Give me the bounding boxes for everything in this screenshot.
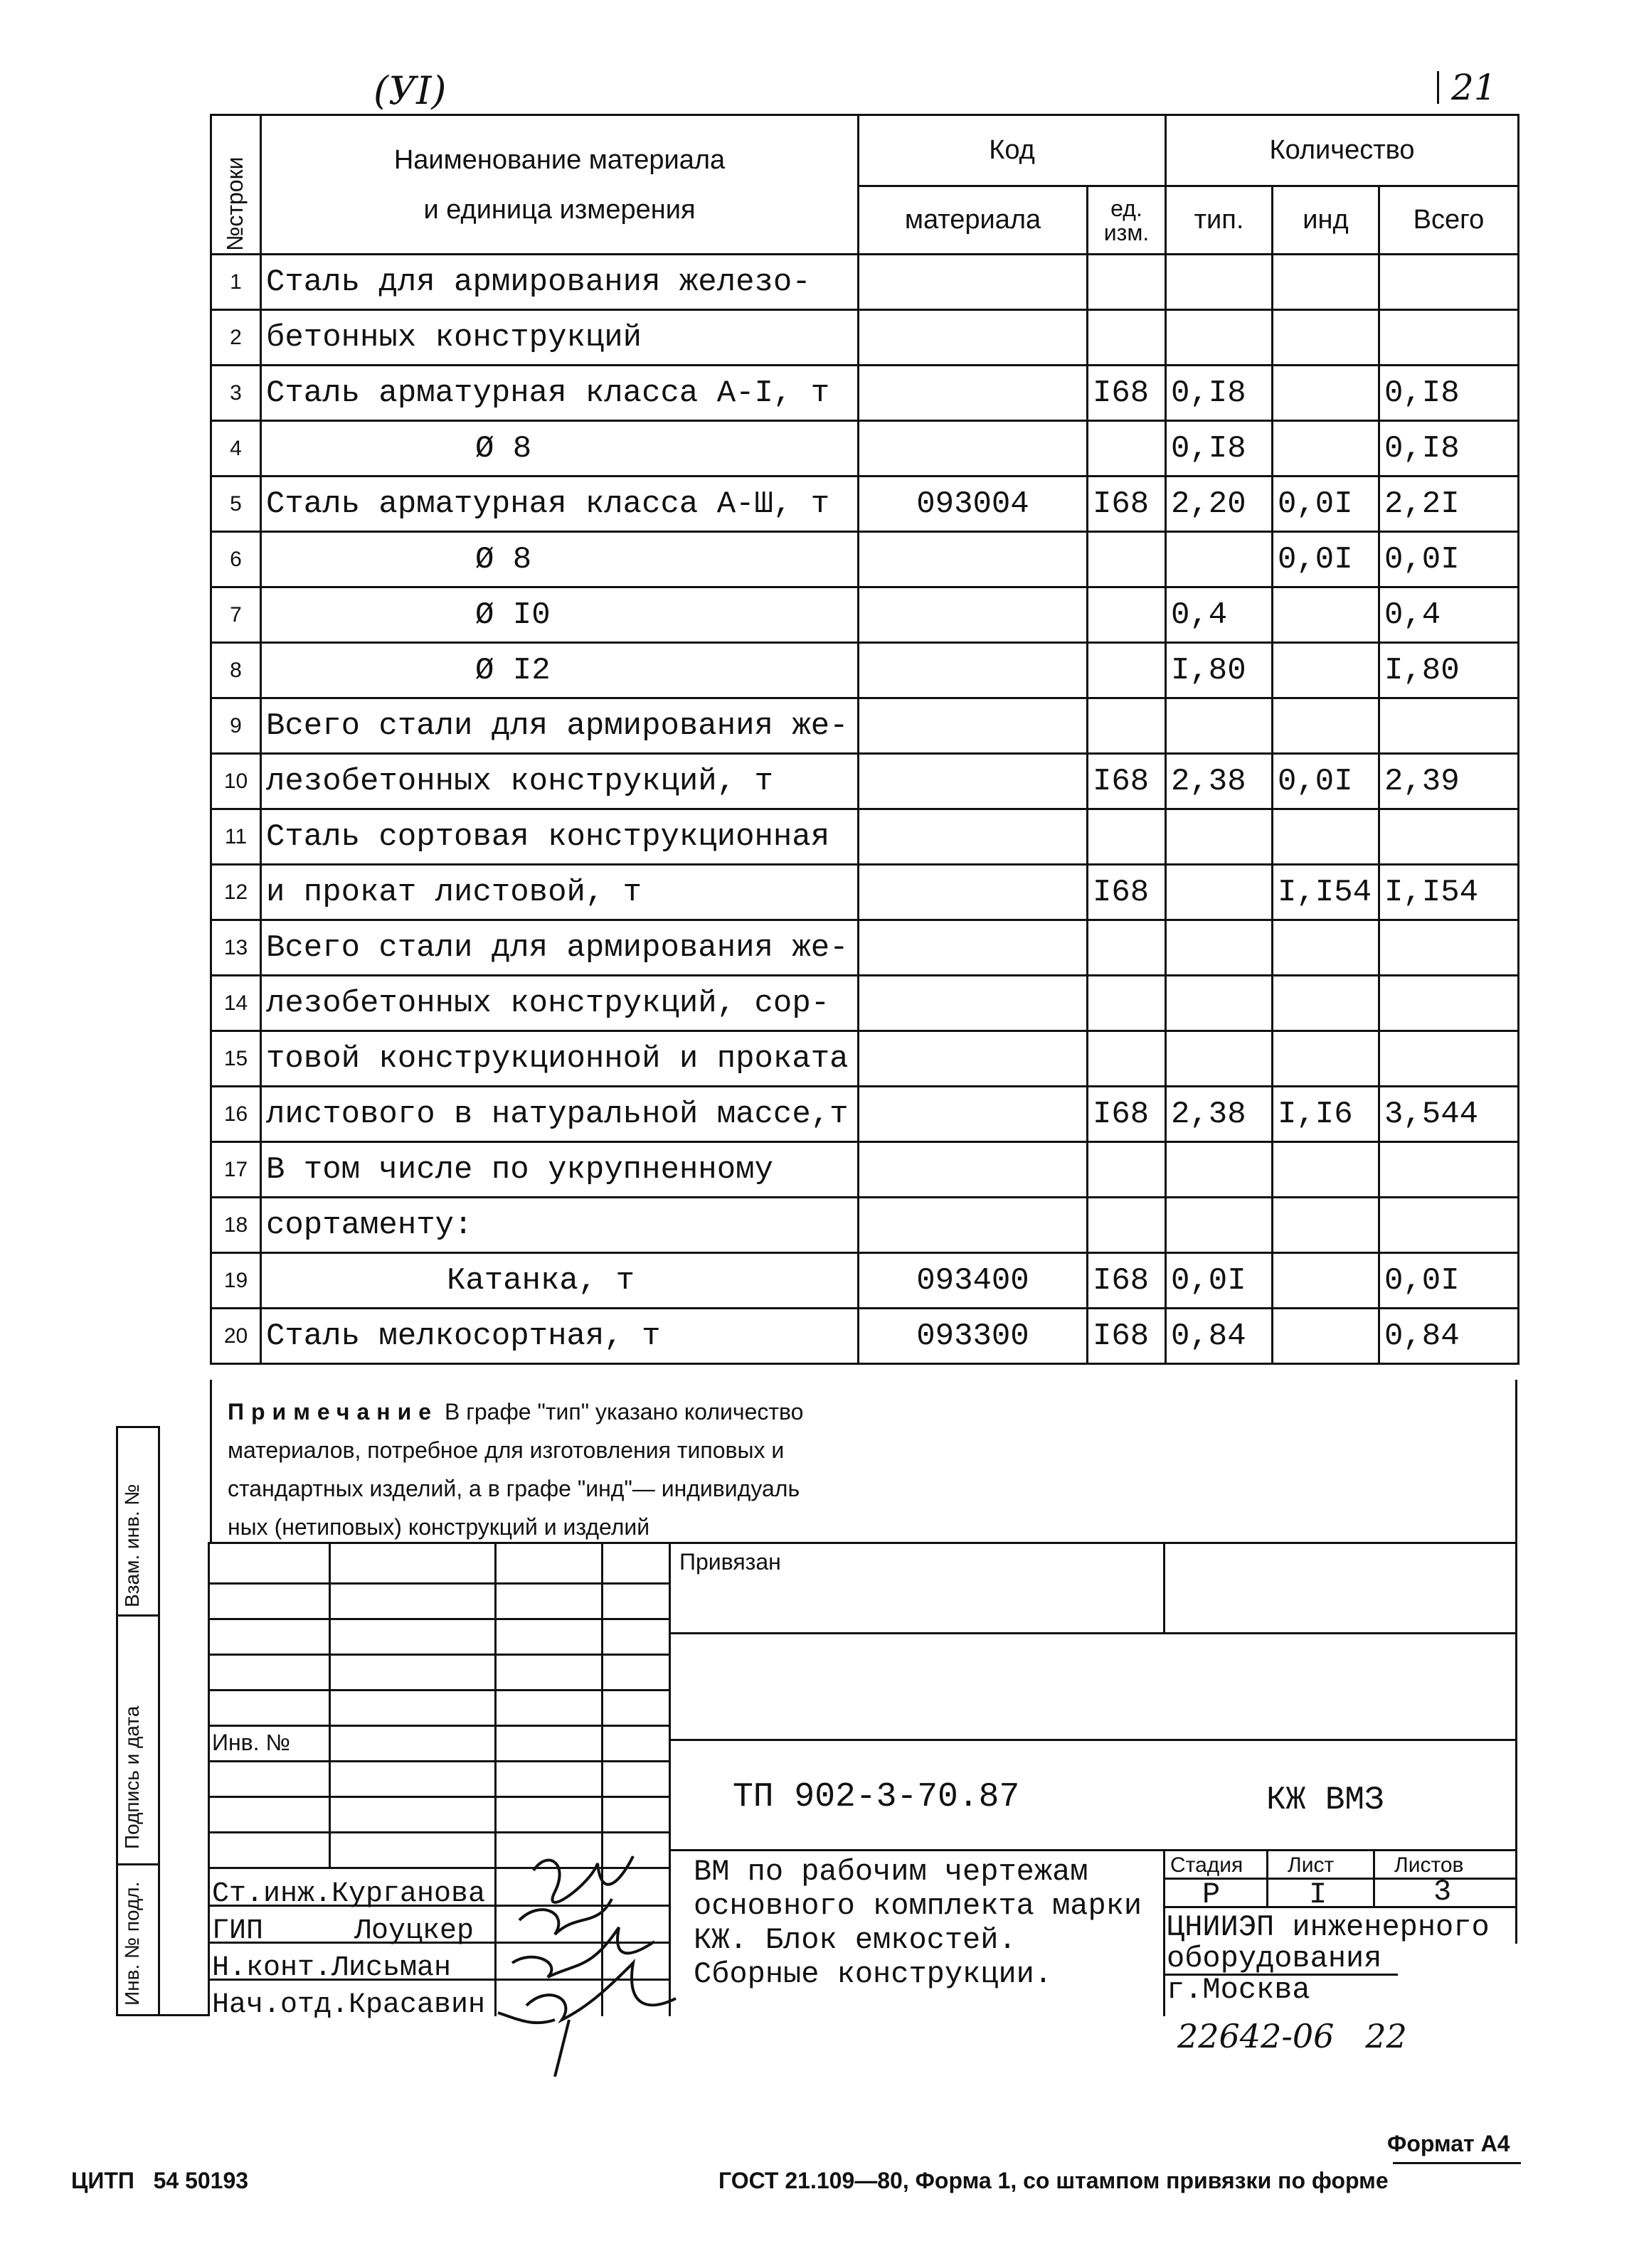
qty-typ <box>1166 310 1273 366</box>
table-row <box>211 754 1519 809</box>
doc-description <box>694 1855 1142 1991</box>
unit-code <box>1088 587 1166 643</box>
table-row <box>211 587 1519 643</box>
side-label-podpis: Подпись и дата <box>121 1705 143 1849</box>
qty-total <box>1379 809 1519 865</box>
material-name: Ø 8 <box>261 532 859 587</box>
unit-code <box>1088 421 1166 477</box>
qty-total: I,80 <box>1379 643 1519 698</box>
qty-ind <box>1273 643 1379 698</box>
note-line-1: В графе "тип" указано количество <box>444 1399 804 1425</box>
material-code: 093004 <box>859 477 1088 532</box>
signatory-1: Ст.инж.Курганова <box>212 1878 486 1910</box>
sheet-label: Лист <box>1288 1853 1335 1877</box>
qty-total <box>1379 920 1519 976</box>
material-name: В том числе по укрупненному <box>261 1142 859 1198</box>
material-code <box>859 1087 1088 1142</box>
table-row <box>211 1142 1519 1198</box>
material-code <box>859 809 1088 865</box>
handwritten-number: 22642-06 22 <box>1177 2017 1407 2055</box>
qty-typ <box>1166 865 1273 920</box>
organization <box>1167 1912 1490 2006</box>
unit-code <box>1088 920 1166 976</box>
material-name: Сталь сортовая конструкционная <box>261 809 859 865</box>
material-code <box>859 698 1088 754</box>
qty-total <box>1379 698 1519 754</box>
qty-typ <box>1166 1031 1273 1087</box>
org-line-1: ЦНИИЭП инженерного <box>1167 1910 1490 1944</box>
qty-ind: 0,0I <box>1273 754 1379 809</box>
description-line-4: Сборные конструкции. <box>694 1957 1053 1991</box>
material-code <box>859 1142 1088 1198</box>
unit-code: I68 <box>1088 754 1166 809</box>
unit-code <box>1088 1142 1166 1198</box>
material-name: лезобетонных конструкций, т <box>261 754 859 809</box>
qty-typ <box>1166 976 1273 1031</box>
unit-code <box>1088 698 1166 754</box>
qty-total <box>1379 1198 1519 1253</box>
row-number: 18 <box>211 1198 261 1253</box>
qty-typ: 2,20 <box>1166 477 1273 532</box>
qty-ind: 0,0I <box>1273 532 1379 587</box>
sheets-label: Листов <box>1394 1853 1464 1877</box>
org-line-3: г.Москва <box>1167 1973 1310 2007</box>
table-row <box>211 1198 1519 1253</box>
note-line-3: стандартных изделий, а в графе "инд"— индивидуаль <box>228 1476 800 1501</box>
material-name: Всего стали для армирования же- <box>261 698 859 754</box>
row-number: 5 <box>211 477 261 532</box>
qty-ind <box>1273 1142 1379 1198</box>
stage-value: Р <box>1202 1878 1221 1912</box>
unit-code: I68 <box>1088 477 1166 532</box>
qty-ind: I,I6 <box>1273 1087 1379 1142</box>
qty-total: 3,544 <box>1379 1087 1519 1142</box>
qty-total: 0,I8 <box>1379 421 1519 477</box>
qty-total <box>1379 1031 1519 1087</box>
doc-code: ТП 902-3-70.87 <box>733 1778 1020 1816</box>
row-number: 7 <box>211 587 261 643</box>
row-number: 14 <box>211 976 261 1031</box>
qty-header: Количество <box>1166 115 1519 186</box>
privyazan-label: Привязан <box>679 1549 781 1575</box>
qty-ind <box>1273 698 1379 754</box>
material-code <box>859 366 1088 421</box>
qty-total: 0,4 <box>1379 587 1519 643</box>
unit-code: I68 <box>1088 1309 1166 1364</box>
qty-ind: 0,0I <box>1273 477 1379 532</box>
table-row <box>211 366 1519 421</box>
row-number: 6 <box>211 532 261 587</box>
row-number: 12 <box>211 865 261 920</box>
unit-code: I68 <box>1088 1253 1166 1309</box>
row-number: 2 <box>211 310 261 366</box>
unit-code <box>1088 976 1166 1031</box>
material-code <box>859 920 1088 976</box>
material-code <box>859 865 1088 920</box>
sheet-value: I <box>1309 1878 1327 1912</box>
material-name: Сталь для армирования железо- <box>261 255 859 310</box>
qty-total: 2,39 <box>1379 754 1519 809</box>
description-line-1: ВМ по рабочим чертежам <box>694 1855 1088 1889</box>
table-row <box>211 310 1519 366</box>
doc-mark: КЖ ВМЗ <box>1266 1782 1384 1819</box>
material-code <box>859 1198 1088 1253</box>
qty-typ <box>1166 255 1273 310</box>
note-line-2: материалов, потребное для изготовления типовых и <box>228 1437 785 1463</box>
row-number: 4 <box>211 421 261 477</box>
name-header: Наименование материала и единица измерения <box>261 115 859 255</box>
qty-typ: 0,0I <box>1166 1253 1273 1309</box>
qty-typ: 0,84 <box>1166 1309 1273 1364</box>
row-number: 10 <box>211 754 261 809</box>
material-code <box>859 255 1088 310</box>
qty-ind <box>1273 310 1379 366</box>
qty-total <box>1379 255 1519 310</box>
table-row <box>211 1309 1519 1364</box>
table-row <box>211 865 1519 920</box>
material-code: 093300 <box>859 1309 1088 1364</box>
row-number: 3 <box>211 366 261 421</box>
ind-header: инд <box>1273 186 1379 255</box>
row-number: 17 <box>211 1142 261 1198</box>
row-number: 13 <box>211 920 261 976</box>
qty-ind <box>1273 366 1379 421</box>
row-number: 16 <box>211 1087 261 1142</box>
material-code <box>859 310 1088 366</box>
qty-typ: 2,38 <box>1166 1087 1273 1142</box>
row-number: 1 <box>211 255 261 310</box>
qty-typ <box>1166 1198 1273 1253</box>
qty-ind <box>1273 976 1379 1031</box>
format-rule <box>1393 2162 1521 2164</box>
material-name: Всего стали для армирования же- <box>261 920 859 976</box>
unit-code <box>1088 310 1166 366</box>
qty-total <box>1379 976 1519 1031</box>
qty-typ: 0,4 <box>1166 587 1273 643</box>
qty-ind <box>1273 1198 1379 1253</box>
qty-typ <box>1166 1142 1273 1198</box>
unit-code <box>1088 532 1166 587</box>
format-label: Формат А4 <box>1387 2131 1510 2156</box>
table-row <box>211 532 1519 587</box>
qty-typ: 0,I8 <box>1166 421 1273 477</box>
material-code <box>859 587 1088 643</box>
qty-typ <box>1166 920 1273 976</box>
qty-total <box>1379 310 1519 366</box>
signatures-scribble <box>491 1842 704 2077</box>
material-name: и прокат листовой, т <box>261 865 859 920</box>
row-number: 9 <box>211 698 261 754</box>
material-name: сортаменту: <box>261 1198 859 1253</box>
sheets-value: 3 <box>1433 1875 1452 1909</box>
qty-ind <box>1273 421 1379 477</box>
qty-total: 0,0I <box>1379 1253 1519 1309</box>
itp-code: ЦИТП 54 50193 <box>71 2168 249 2193</box>
unit-code <box>1088 643 1166 698</box>
qty-total <box>1379 1142 1519 1198</box>
material-name: бетонных конструкций <box>261 310 859 366</box>
table-row <box>211 809 1519 865</box>
material-name: товой конструкционной и проката <box>261 1031 859 1087</box>
qty-typ: I,80 <box>1166 643 1273 698</box>
table-row <box>211 1087 1519 1142</box>
row-number: 20 <box>211 1309 261 1364</box>
unit-code <box>1088 1031 1166 1087</box>
material-code: 093400 <box>859 1253 1088 1309</box>
material-code <box>859 976 1088 1031</box>
qty-typ <box>1166 532 1273 587</box>
unit-code: I68 <box>1088 865 1166 920</box>
table-row <box>211 698 1519 754</box>
table-row <box>211 1031 1519 1087</box>
table-row <box>211 421 1519 477</box>
qty-total: I,I54 <box>1379 865 1519 920</box>
row-number: 15 <box>211 1031 261 1087</box>
qty-total: 0,0I <box>1379 532 1519 587</box>
table-row <box>211 643 1519 698</box>
material-code <box>859 532 1088 587</box>
unit-code <box>1088 255 1166 310</box>
signatories <box>212 1876 485 2024</box>
materials-table <box>210 114 1519 1365</box>
stage-label: Стадия <box>1170 1853 1243 1877</box>
note-line-4: ных (нетиповых) конструкций и изделий <box>228 1514 650 1540</box>
side-label-inv-podl: Инв. № подл. <box>121 1881 143 2006</box>
signatory-3: Н.конт.Лисьман <box>212 1952 452 1984</box>
unit-code: I68 <box>1088 1087 1166 1142</box>
description-line-2: основного комплекта марки <box>694 1889 1142 1923</box>
material-code <box>859 754 1088 809</box>
material-name: Ø I0 <box>261 587 859 643</box>
material-name: Катанка, т <box>261 1253 859 1309</box>
unit-code <box>1088 1198 1166 1253</box>
page-number: 21 <box>1451 67 1497 108</box>
qty-ind <box>1273 587 1379 643</box>
qty-total: 0,I8 <box>1379 366 1519 421</box>
signatory-4: Нач.отд.Красавин <box>212 1989 486 2021</box>
table-row <box>211 920 1519 976</box>
note <box>228 1393 803 1546</box>
qty-ind <box>1273 1031 1379 1087</box>
total-header: Всего <box>1379 186 1519 255</box>
material-name: Ø I2 <box>261 643 859 698</box>
side-label-vzam: Взам. инв. № <box>121 1484 143 1607</box>
qty-ind <box>1273 920 1379 976</box>
signatory-2: ГИП Лоуцкер <box>212 1915 474 1947</box>
qty-typ: 2,38 <box>1166 754 1273 809</box>
unit-header: ед. изм. <box>1088 186 1166 255</box>
qty-ind <box>1273 809 1379 865</box>
typ-header: тип. <box>1166 186 1273 255</box>
material-name: Сталь мелкосортная, т <box>261 1309 859 1364</box>
material-code <box>859 643 1088 698</box>
top-mark: (УI) <box>373 68 447 113</box>
table-row <box>211 477 1519 532</box>
qty-total: 2,2I <box>1379 477 1519 532</box>
row-no-header-label: №строки <box>222 156 248 251</box>
material-name: Сталь арматурная класса А-I, т <box>261 366 859 421</box>
page-no-rule <box>1437 71 1439 104</box>
material-name: Ø 8 <box>261 421 859 477</box>
gost-reference: ГОСТ 21.109—80, Форма 1, со штампом привязки по форме <box>718 2168 1389 2193</box>
qty-typ <box>1166 698 1273 754</box>
material-name: Сталь арматурная класса А-Ш, т <box>261 477 859 532</box>
qty-total: 0,84 <box>1379 1309 1519 1364</box>
table-row <box>211 255 1519 310</box>
table-row <box>211 976 1519 1031</box>
material-code-header: материала <box>859 186 1088 255</box>
qty-ind <box>1273 1253 1379 1309</box>
unit-code <box>1088 809 1166 865</box>
code-header: Код <box>859 115 1166 186</box>
qty-typ: 0,I8 <box>1166 366 1273 421</box>
material-name: листового в натуральной массе,т <box>261 1087 859 1142</box>
material-name: лезобетонных конструкций, сор- <box>261 976 859 1031</box>
material-code <box>859 421 1088 477</box>
qty-ind: I,I54 <box>1273 865 1379 920</box>
row-number: 11 <box>211 809 261 865</box>
qty-ind <box>1273 1309 1379 1364</box>
material-code <box>859 1031 1088 1087</box>
row-number: 8 <box>211 643 261 698</box>
org-line-2: оборудования <box>1167 1942 1382 1976</box>
description-line-3: КЖ. Блок емкостей. <box>694 1923 1017 1957</box>
inv-no-label: Инв. № <box>212 1730 290 1755</box>
qty-typ <box>1166 809 1273 865</box>
row-no-header <box>211 115 261 255</box>
unit-code: I68 <box>1088 366 1166 421</box>
note-title: Примечание <box>228 1399 439 1425</box>
qty-ind <box>1273 255 1379 310</box>
row-number: 19 <box>211 1253 261 1309</box>
table-row <box>211 1253 1519 1309</box>
